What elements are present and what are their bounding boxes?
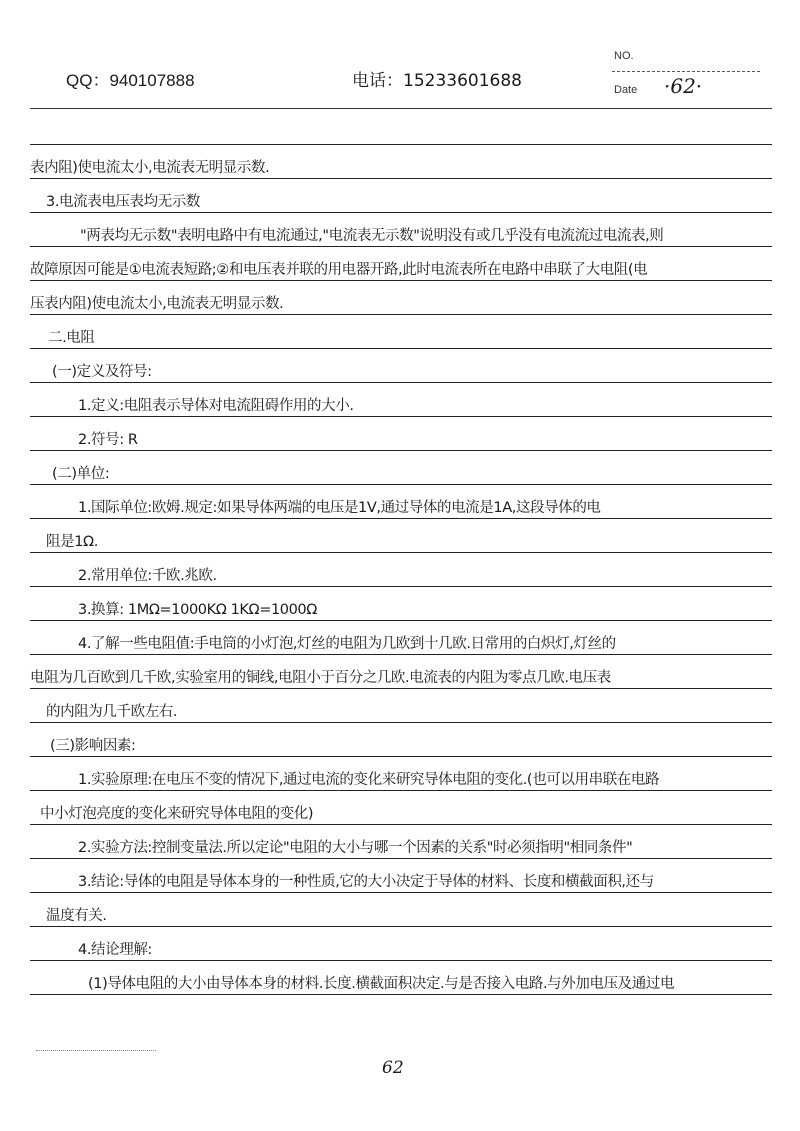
header-rule	[30, 108, 772, 109]
note-line-18: (三)影响因素:	[30, 726, 772, 757]
note-line-6: 二.电阻	[30, 318, 772, 349]
note-line-2: 3.电流表电压表均无示数	[30, 182, 772, 213]
note-line-14: 3.换算: 1MΩ=1000KΩ 1KΩ=1000Ω	[30, 590, 772, 621]
note-line-25: (1)导体电阻的大小由导体本身的材料.长度.横截面积决定.与是否接入电路.与外加电压及通过电	[30, 964, 772, 995]
date-label: Date	[614, 84, 638, 96]
page-header	[0, 0, 800, 110]
note-line-4: 故障原因可能是①电流表短路;②和电压表并联的用电器开路,此时电流表所在电路中串联了大电阻(电	[30, 250, 772, 281]
note-line-7: (一)定义及符号:	[30, 352, 772, 383]
note-line-3: "两表均无示数"表明电路中有电流通过,"电流表无示数"说明没有或几乎没有电流流过电流表,则	[30, 216, 772, 247]
no-label: NO.	[614, 50, 634, 62]
note-line-17: 的内阻为几千欧左右.	[30, 692, 772, 723]
note-line-5: 压表内阻)使电流太小,电流表无明显示数.	[30, 284, 772, 315]
note-line-24: 4.结论理解:	[30, 930, 772, 961]
note-line-20: 中小灯泡亮度的变化来研究导体电阻的变化)	[30, 794, 772, 825]
qq-contact: QQ：940107888	[66, 71, 195, 90]
note-line-23: 温度有关.	[30, 896, 772, 927]
page-number: 62	[382, 1058, 404, 1078]
note-line-12: 阻是1Ω.	[30, 522, 772, 553]
note-line-13: 2.常用单位:千欧.兆欧.	[30, 556, 772, 587]
note-line-1: 表内阻)使电流太小,电流表无明显示数.	[30, 148, 772, 179]
note-line-16: 电阻为几百欧到几千欧,实验室用的铜线,电阻小于百分之几欧.电流表的内阻为零点几欧.电压表	[30, 658, 772, 689]
footer-dotted-line	[36, 1050, 156, 1051]
note-line-15: 4.了解一些电阻值:手电筒的小灯泡,灯丝的电阻为几欧到十几欧.日常用的白炽灯,灯丝的	[30, 624, 772, 655]
note-line-8: 1.定义:电阻表示导体对电流阻碍作用的大小.	[30, 386, 772, 417]
date-value: ·62·	[664, 74, 703, 98]
phone-contact: 电话：15233601688	[352, 71, 522, 91]
note-line-9: 2.符号: R	[30, 420, 772, 451]
note-line-10: (二)单位:	[30, 454, 772, 485]
note-line-0	[30, 114, 772, 145]
note-line-21: 2.实验方法:控制变量法.所以定论"电阻的大小与哪一个因素的关系"时必须指明"相同条件"	[30, 828, 772, 859]
note-line-11: 1.国际单位:欧姆.规定:如果导体两端的电压是1V,通过导体的电流是1A,这段导体的电	[30, 488, 772, 519]
note-line-22: 3.结论:导体的电阻是导体本身的一种性质,它的大小决定于导体的材料、长度和横截面积,还与	[30, 862, 772, 893]
note-line-19: 1.实验原理:在电压不变的情况下,通过电流的变化来研究导体电阻的变化.(也可以用串联在电路	[30, 760, 772, 791]
no-underline	[612, 71, 760, 72]
